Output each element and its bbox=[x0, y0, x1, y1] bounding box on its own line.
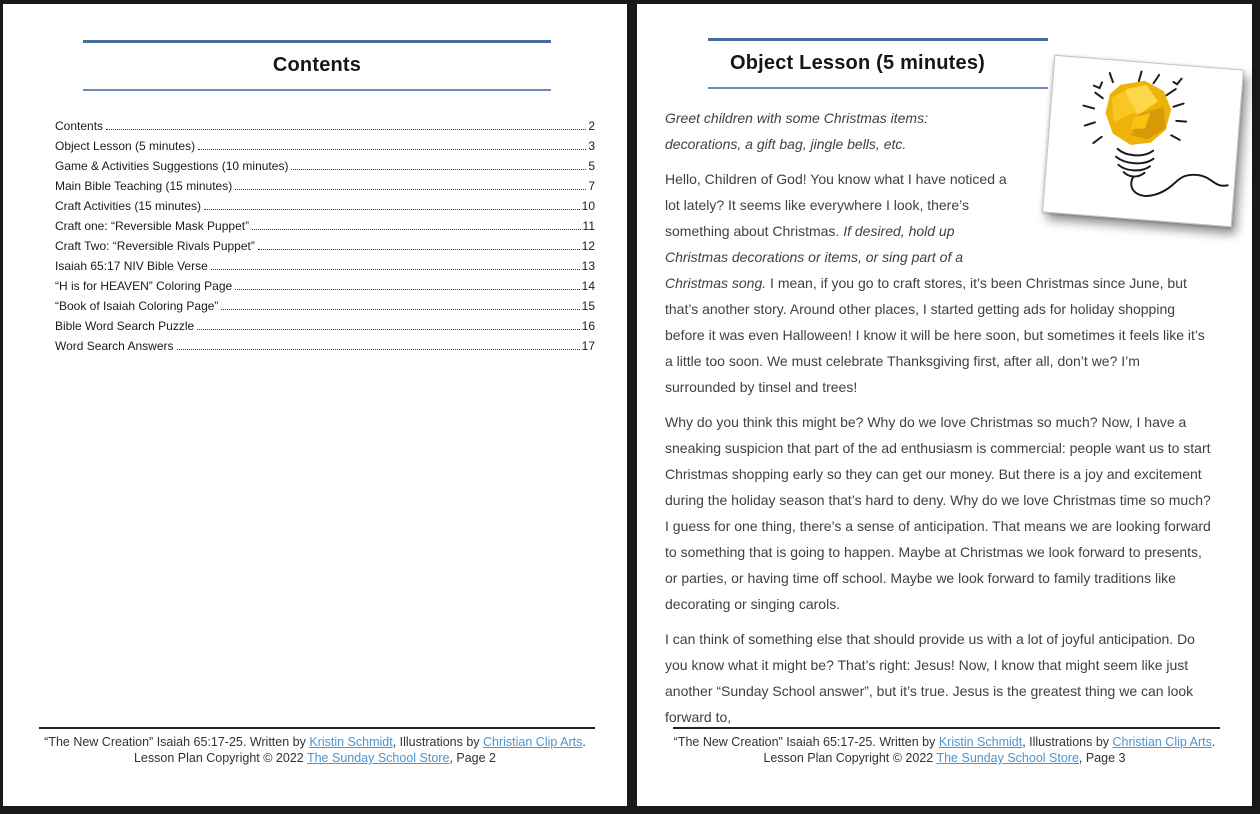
toc-entry[interactable] bbox=[55, 274, 595, 294]
footer-line-1 bbox=[3, 734, 627, 750]
toc-dot-leader bbox=[197, 329, 579, 330]
stage-direction-text: If desired, hold up Christmas decorations or items, or sing part of a Christmas song. bbox=[665, 223, 964, 291]
bulb-base-coil-icon bbox=[1115, 148, 1155, 178]
toc-entry-page: 11 bbox=[582, 219, 595, 233]
footer-divider bbox=[39, 727, 595, 729]
toc-entry-page: 17 bbox=[581, 339, 595, 353]
footer-text-segment: . bbox=[582, 735, 586, 749]
toc-entry[interactable] bbox=[55, 314, 595, 334]
toc-entry-page: 7 bbox=[588, 179, 595, 193]
toc-entry-label: Word Search Answers bbox=[55, 339, 174, 353]
toc-entry-page: 3 bbox=[588, 139, 595, 153]
toc-entry-label: Craft one: “Reversible Mask Puppet” bbox=[55, 219, 250, 233]
toc-entry-label: Game & Activities Suggestions (10 minutes) bbox=[55, 159, 289, 173]
toc-entry[interactable] bbox=[55, 294, 595, 314]
lesson-instruction-paragraph: Greet children with some Christmas items: decorations, a gift bag, jingle bells, etc. bbox=[665, 110, 928, 152]
toc-entry[interactable] bbox=[55, 154, 595, 174]
toc-dot-leader bbox=[221, 309, 579, 310]
footer-divider bbox=[673, 727, 1220, 729]
toc-entry[interactable] bbox=[55, 254, 595, 274]
toc-entry-page: 15 bbox=[581, 299, 595, 313]
toc-dot-leader bbox=[177, 349, 580, 350]
footer-page-number: , Page 2 bbox=[449, 751, 496, 765]
toc-dot-leader bbox=[211, 269, 580, 270]
toc-entry[interactable] bbox=[55, 134, 595, 154]
footer-line-2 bbox=[3, 750, 627, 766]
toc-entry[interactable] bbox=[55, 114, 595, 134]
toc-entry-label: Craft Activities (15 minutes) bbox=[55, 199, 202, 213]
crumpled-paper-lightbulb-photo bbox=[1042, 55, 1244, 227]
toc-dot-leader bbox=[258, 249, 580, 250]
toc-entry-page: 2 bbox=[588, 119, 595, 133]
footer-text-segment: Lesson Plan Copyright © 2022 bbox=[133, 751, 307, 765]
footer-line-2 bbox=[637, 750, 1252, 766]
contents-heading-block bbox=[83, 40, 551, 91]
illustrations-link[interactable]: Christian Clip Arts bbox=[1112, 735, 1212, 749]
toc-entry-label: Craft Two: “Reversible Rivals Puppet” bbox=[55, 239, 255, 253]
bulb-wire-icon bbox=[1130, 170, 1228, 202]
toc-entry-label: Bible Word Search Puzzle bbox=[55, 319, 195, 333]
toc-dot-leader bbox=[204, 209, 580, 210]
toc-entry[interactable] bbox=[55, 174, 595, 194]
page-footer bbox=[3, 727, 627, 766]
paragraph-text: I mean, if you go to craft stores, it’s been Christmas since June, but that’s another story. Around other places, I started getting ads for holiday shopping before it was even Halloween! I know it will be here soon, but sometimes it feels like it’s a little too soon. We must celebrate Thanksgiving first, after all, don’t we? I’m surrounded by tinsel and trees! bbox=[665, 275, 1205, 395]
footer-text-segment: Lesson Plan Copyright © 2022 bbox=[763, 751, 937, 765]
toc-dot-leader bbox=[235, 189, 586, 190]
toc-dot-leader bbox=[106, 129, 586, 130]
store-link[interactable]: The Sunday School Store bbox=[936, 751, 1079, 765]
lesson-paragraph: I can think of something else that should provide us with a lot of joyful anticipation. Do you know what it might be? That’s right: Jesus! Now, I know that might seem like just another “Sunday School answer”, but it’s true. Jesus is the greatest thing we can look forward to, bbox=[665, 631, 1195, 725]
toc-dot-leader bbox=[198, 149, 586, 150]
toc-entry-label: Contents bbox=[55, 119, 104, 133]
toc-entry-page: 16 bbox=[581, 319, 595, 333]
toc-entry[interactable] bbox=[55, 214, 595, 234]
toc-entry-page: 13 bbox=[581, 259, 595, 273]
toc-entry-label: “H is for HEAVEN” Coloring Page bbox=[55, 279, 233, 293]
toc-entry-label: Main Bible Teaching (15 minutes) bbox=[55, 179, 233, 193]
footer-text-segment: “The New Creation” Isaiah 65:17-25. Written by bbox=[673, 735, 939, 749]
lightbulb-drawing bbox=[1043, 56, 1243, 226]
paragraph-text: Hello, Children of God! You know what I have noticed a lot lately? It seems like everywhere I look, there’s something about Christmas. bbox=[665, 171, 1007, 239]
toc-entry-label: Object Lesson (5 minutes) bbox=[55, 139, 196, 153]
lightbulb-image-float bbox=[1021, 62, 1213, 258]
toc-entry-label: “Book of Isaiah Coloring Page” bbox=[55, 299, 219, 313]
object-lesson-heading-block bbox=[708, 38, 1048, 89]
lesson-paragraph: Why do you think this might be? Why do we love Christmas so much? Now, I have a sneaking suspicion that part of the ad enthusiasm is commercial: people want us to start Christmas shopping early so they can get our money. But there is a joy and excitement during the holiday season that’s hard to deny. Why do we love Christmas time so much? I guess for one thing, there’s a sense of anticipation. That means we are looking forward to something that is going to happen. Maybe at Christmas we look forward to presents, or parties, or having time off school. Maybe we look forward to family traditions like decorating or singing carols. bbox=[665, 414, 1211, 612]
store-link[interactable]: The Sunday School Store bbox=[306, 751, 450, 765]
footer-page-number: , Page 3 bbox=[1078, 751, 1126, 765]
toc-entry-page: 14 bbox=[581, 279, 595, 293]
footer-line-1 bbox=[637, 734, 1252, 750]
page-footer bbox=[637, 727, 1252, 766]
toc-entry[interactable] bbox=[55, 234, 595, 254]
page-title: Contents bbox=[272, 54, 362, 76]
page-title: Object Lesson (5 minutes) bbox=[729, 52, 986, 74]
crumpled-paper-ball-icon bbox=[1103, 78, 1173, 148]
toc-entry-label: Isaiah 65:17 NIV Bible Verse bbox=[55, 259, 208, 273]
footer-text-segment: , Illustrations by bbox=[1022, 735, 1113, 749]
toc-entry[interactable] bbox=[55, 194, 595, 214]
document-page-3 bbox=[637, 4, 1252, 806]
toc-dot-leader bbox=[291, 169, 586, 170]
illustrations-link[interactable]: Christian Clip Arts bbox=[483, 735, 583, 749]
toc-entry-page: 5 bbox=[588, 159, 595, 173]
toc-entry[interactable] bbox=[55, 334, 595, 354]
author-link[interactable]: Kristin Schmidt bbox=[938, 735, 1023, 749]
document-page-2 bbox=[3, 4, 627, 806]
footer-text-segment: , Illustrations by bbox=[392, 735, 484, 749]
table-of-contents bbox=[55, 114, 595, 354]
footer-text-segment: “The New Creation” Isaiah 65:17-25. Written by bbox=[44, 735, 310, 749]
toc-dot-leader bbox=[252, 229, 580, 230]
author-link[interactable]: Kristin Schmidt bbox=[309, 735, 393, 749]
toc-entry-page: 10 bbox=[581, 199, 595, 213]
lesson-body bbox=[637, 38, 1252, 730]
toc-entry-page: 12 bbox=[581, 239, 595, 253]
toc-dot-leader bbox=[235, 289, 579, 290]
footer-text-segment: . bbox=[1211, 735, 1216, 749]
